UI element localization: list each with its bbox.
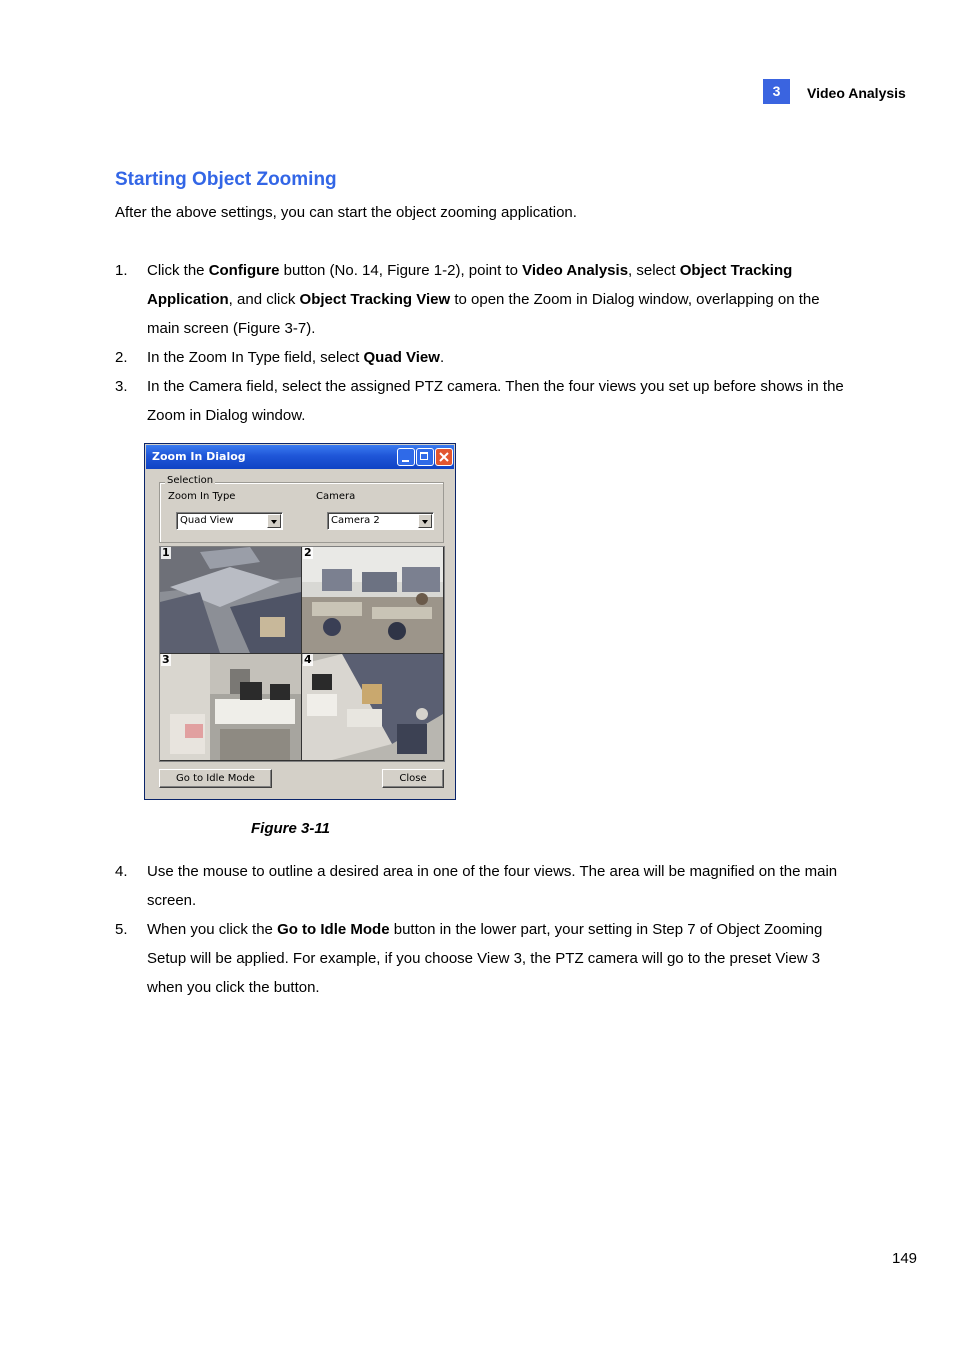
chevron-down-icon[interactable]	[267, 514, 281, 528]
step-text-run: Click the	[147, 262, 209, 279]
step-text-bold: Quad View	[363, 349, 440, 366]
view-number: 4	[304, 654, 312, 666]
step-text	[147, 262, 820, 337]
office-scene-image	[160, 654, 301, 760]
step-text-bold: Configure	[208, 262, 280, 279]
step-2	[115, 343, 845, 372]
step-text-run: .	[439, 349, 445, 366]
view-number: 1	[162, 547, 170, 559]
step-text-run: Use the mouse to outline a desired area in one of the four views. The area will be magnified on the main screen.	[147, 863, 838, 909]
step-number: 1.	[115, 262, 128, 279]
dialog-titlebar[interactable]	[146, 445, 454, 469]
page-number: 149	[892, 1250, 918, 1267]
step-text-bold: Object Tracking Application	[147, 262, 793, 308]
step-text-run: , select	[628, 262, 680, 279]
step-text-run: button (No. 14, Figure 1-2), point to	[279, 262, 523, 279]
office-scene-image	[160, 547, 301, 653]
zoom-type-value: Quad View	[180, 515, 234, 526]
dialog-title: Zoom In Dialog	[152, 450, 246, 463]
chapter-title: Video Analysis	[807, 85, 906, 101]
view-number: 2	[304, 547, 312, 559]
step-text-run: , and click	[228, 291, 300, 308]
step-text-bold: Go to Idle Mode	[277, 921, 390, 938]
step-1	[115, 256, 845, 343]
step-5	[115, 915, 845, 1002]
step-text	[147, 863, 837, 909]
close-window-button[interactable]	[435, 448, 453, 466]
zoom-in-dialog	[144, 443, 456, 800]
zoom-type-select[interactable]	[176, 512, 283, 530]
camera-view-3[interactable]	[160, 654, 301, 760]
step-text-bold: Object Tracking View	[299, 291, 451, 308]
office-scene-image	[302, 654, 443, 760]
minimize-button[interactable]	[397, 448, 415, 466]
go-to-idle-mode-button[interactable]: Go to Idle Mode	[159, 769, 272, 788]
step-text	[147, 378, 844, 424]
step-text-bold: Video Analysis	[522, 262, 629, 279]
step-number: 4.	[115, 863, 128, 880]
view-number: 3	[162, 654, 170, 666]
section-heading: Starting Object Zooming	[115, 169, 337, 190]
step-text-run: to open the Zoom in Dialog window, overlapping on the main screen (Figure 3-7).	[147, 291, 820, 337]
step-number: 5.	[115, 921, 128, 938]
step-text-run: In the Zoom In Type field, select	[147, 349, 364, 366]
camera-select[interactable]	[327, 512, 434, 530]
step-text-run: button in the lower part, your setting in Step 7 of Object Zooming Setup will be applied. For example, if you choose View 3, the PTZ camera will go to the preset View 3 when you click the button.	[147, 921, 823, 996]
figure-caption: Figure 3-11	[251, 820, 330, 837]
intro-paragraph: After the above settings, you can start the object zooming application.	[115, 204, 577, 221]
step-number: 2.	[115, 349, 128, 366]
maximize-button[interactable]	[416, 448, 434, 466]
close-button[interactable]: Close	[382, 769, 444, 788]
step-number: 3.	[115, 378, 128, 395]
steps-list-top	[115, 256, 845, 430]
chevron-down-icon[interactable]	[418, 514, 432, 528]
chapter-badge: 3	[763, 79, 790, 104]
step-text-run: When you click the	[147, 921, 278, 938]
steps-list-bottom	[115, 857, 845, 1002]
camera-view-2[interactable]	[302, 547, 443, 653]
step-text	[147, 349, 444, 366]
close-icon	[439, 452, 449, 462]
quad-view-panel	[159, 546, 445, 762]
camera-view-1[interactable]	[160, 547, 301, 653]
zoom-type-label: Zoom In Type	[168, 491, 236, 502]
step-3	[115, 372, 845, 430]
camera-value: Camera 2	[331, 515, 380, 526]
camera-view-4[interactable]	[302, 654, 443, 760]
step-4	[115, 857, 845, 915]
step-text	[147, 921, 822, 996]
step-text-run: In the Camera field, select the assigned PTZ camera. Then the four views you set up before shows in the Zoom in Dialog window.	[147, 378, 844, 424]
camera-label: Camera	[316, 491, 356, 502]
office-scene-image	[302, 547, 443, 653]
selection-group-label: Selection	[167, 475, 214, 486]
